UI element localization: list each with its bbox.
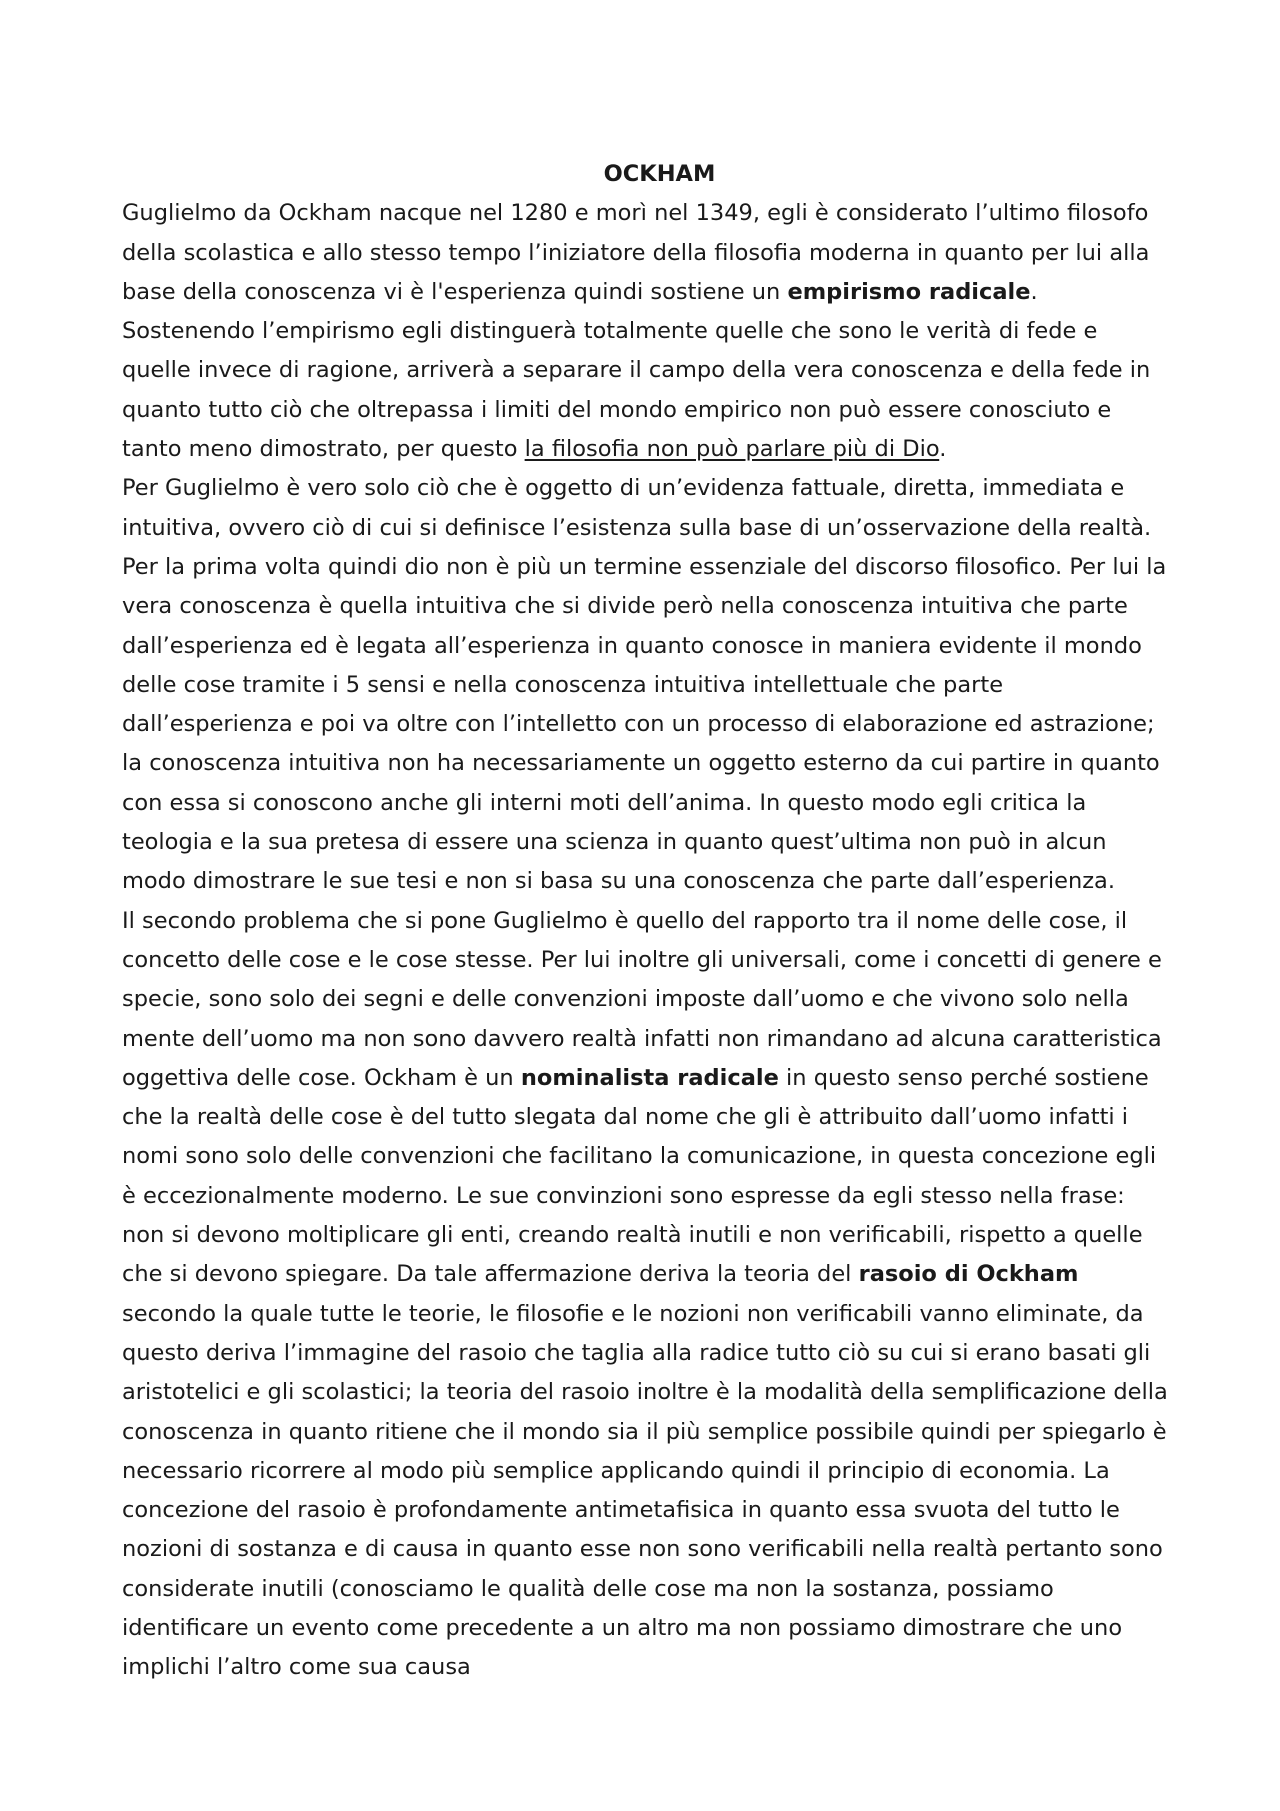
paragraph-nominalismo	[122, 902, 1172, 1688]
paragraph-text: Il secondo problema che si pone Guglielmo è quello del rapporto tra il nome delle cose, il concetto delle cose e le cose stesse. Per lui inoltre gli universali, come i concetti di genere e specie, sono solo dei segni e delle convenzioni imposte dall’uomo e che vivono solo nella mente dell’uomo ma non sono davvero realtà infatti non rimandano ad alcuna caratteristica oggettiva delle cose. Ockham è un	[122, 907, 1162, 1091]
paragraph-text: Guglielmo da Ockham nacque nel 1280 e morì nel 1349, egli è considerato l’ultimo filosofo della scolastica e allo stesso tempo l’iniziatore della filosofia moderna in quanto per lui alla base della conoscenza vi è l'esperienza quindi sostiene un	[122, 200, 1150, 305]
paragraph-empirismo	[122, 194, 1172, 469]
paragraph-text: .	[939, 436, 947, 463]
document-body	[122, 155, 1172, 1688]
paragraph-text: . Sostenendo l’empirismo egli distinguerà totalmente quelle che sono le verità di fede e quelle invece di ragione, arriverà a separare il campo della vera conoscenza e della fede in quanto tutto ciò che oltrepassa i limiti del mondo empirico non può essere conosciuto e tanto meno dimostrato, per questo	[122, 278, 1151, 463]
page-title: OCKHAM	[603, 161, 716, 187]
paragraph-text: in questo senso perché sostiene che la realtà delle cose è del tutto slegata dal nome che gli è attribuito dall’uomo infatti i nomi sono solo delle convenzioni che facilitano la comunicazione, in questa concezione egli è eccezionalmente moderno. Le sue convinzioni sono espresse da egli stesso nella frase: non si devono moltiplicare gli enti, creando realtà inutili e non verificabili, rispetto a quelle che si devono spiegare. Da tale affermazione deriva la teoria del	[122, 1064, 1157, 1288]
paragraph-conoscenza-intuitiva: Per Guglielmo è vero solo ciò che è oggetto di un’evidenza fattuale, diretta, immediata e intuitiva, ovvero ciò di cui si definisce l’esistenza sulla base di un’osservazione della realtà. Per la prima volta quindi dio non è più un termine essenziale del discorso filosofico. Per lui la vera conoscenza è quella intuitiva che si divide però nella conoscenza intuitiva che parte dall’esperienza ed è legata all’esperienza in quanto conosce in maniera evidente il mondo delle cose tramite i 5 sensi e nella conoscenza intuitiva intellettuale che parte dall’esperienza e poi va oltre con l’intelletto con un processo di elaborazione ed astrazione; la conoscenza intuitiva non ha necessariamente un oggetto esterno da cui partire in quanto con essa si conoscono anche gli interni moti dell’anima. In questo modo egli critica la teologia e la sua pretesa di essere una scienza in quanto quest’ultima non può in alcun modo dimostrare le sue tesi e non si basa su una conoscenza che parte dall’esperienza.	[122, 475, 1167, 895]
bold-term-rasoio-di-ockham: rasoio di Ockham	[858, 1261, 1079, 1288]
bold-term-empirismo-radicale: empirismo radicale	[787, 278, 1031, 305]
paragraph-text: secondo la quale tutte le teorie, le filosofie e le nozioni non verificabili vanno eliminate, da questo deriva l’immagine del rasoio che taglia alla radice tutto ciò su cui si erano basati gli aristotelici e gli scolastici; la teoria del rasoio inoltre è la modalità della semplificazione della conoscenza in quanto ritiene che il mondo sia il più semplice possibile quindi per spiegarlo è necessario ricorrere al modo più semplice applicando quindi il principio di economia. La concezione del rasoio è profondamente antimetafisica in quanto essa svuota del tutto le nozioni di sostanza e di causa in quanto esse non sono verificabili nella realtà pertanto sono considerate inutili (conosciamo le qualità delle cose ma non la sostanza, possiamo identificare un evento come precedente a un altro ma non possiamo dimostrare che uno implichi l’altro come sua causa	[122, 1300, 1168, 1681]
underlined-phrase-dio: la filosofia non può parlare più di Dio	[524, 436, 940, 463]
bold-term-nominalista-radicale: nominalista radicale	[520, 1064, 779, 1091]
